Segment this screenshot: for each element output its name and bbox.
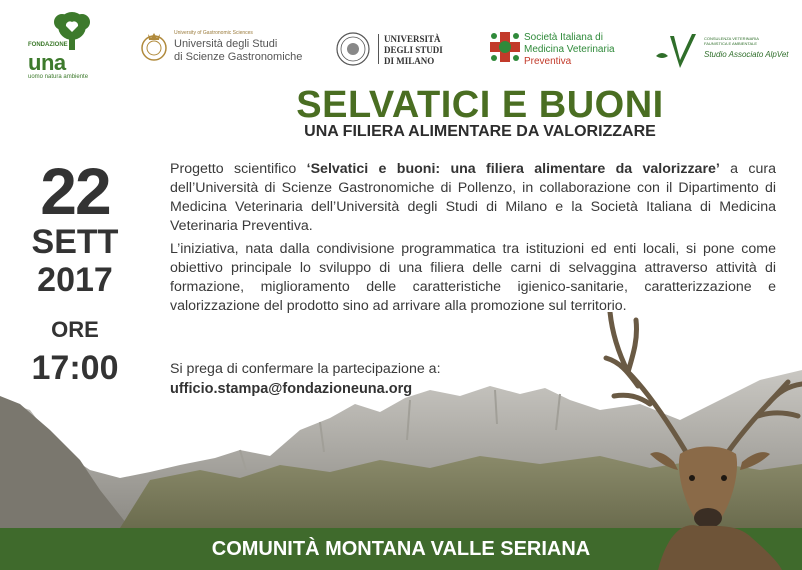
page-subtitle: UNA FILIERA ALIMENTARE DA VALORIZZARE xyxy=(304,123,656,140)
event-time: 17:00 xyxy=(31,349,119,387)
footer-organization: COMUNITÀ MONTANA VALLE SERIANA xyxy=(211,538,591,560)
una-wordmark: una xyxy=(28,50,66,75)
simevep-cross-icon xyxy=(490,32,520,62)
unimi-logo xyxy=(336,32,456,72)
rsvp-text: Si prega di confermare la partecipazione a: xyxy=(170,361,441,377)
alpvet-tagline-line1: CONSULENZA VETERINARIA xyxy=(704,36,759,41)
event-time-label: ORE xyxy=(51,317,99,342)
alpvet-name: Studio Associato AlpVet xyxy=(704,50,789,59)
unisg-seal-icon xyxy=(140,28,168,64)
simevep-name-line1: Società Italiana di xyxy=(524,32,603,43)
event-year: 2017 xyxy=(37,261,113,299)
unimi-name-line1: UNIVERSITÀ xyxy=(384,34,441,44)
unimi-divider xyxy=(378,34,379,64)
page-title: SELVATICI E BUONI xyxy=(296,84,664,126)
description-text xyxy=(170,160,776,320)
unimi-seal-icon xyxy=(336,32,370,66)
unisg-name-line2: di Scienze Gastronomiche xyxy=(174,51,303,63)
alpvet-logo xyxy=(652,30,802,74)
deer-illustration xyxy=(598,312,802,570)
unisg-english-name: University of Gastronomic Sciences xyxy=(174,30,253,36)
fondazione-label: FONDAZIONE xyxy=(28,42,68,48)
partner-logos xyxy=(0,0,802,82)
unimi-name-line2: DEGLI STUDI xyxy=(384,45,443,55)
p1-rest: a cura dell’Università di Scienze Gastronomiche di Pollenzo, in collaborazione con il Dipartimento di Medicina Veterinaria dell’Università degli Studi di Milano e la Società Italiana di Medicina Veterinaria Preventiva. xyxy=(170,161,777,234)
project-name: ‘Selvatici e buoni: una filiera alimentare da valorizzare’ xyxy=(306,161,720,177)
event-month: SETT xyxy=(31,223,119,261)
simevep-name-line2: Medicina Veterinaria xyxy=(524,44,615,55)
simevep-logo xyxy=(490,30,630,70)
p1-prefix: Progetto scientifico xyxy=(170,161,307,177)
simevep-name-line3: Preventiva xyxy=(524,56,572,67)
description-paragraph-2: L’iniziativa, nata dalla condivisione programmatica tra istituzioni ed enti locali, si pone come obiettivo principale lo sviluppo di una filiera delle carni di selvaggina attraverso attività di formazione, miglioramento delle caratteristiche igienico-sanitarie, caratterizzazione e valorizzazione del prodotto sino ad arrivare alla promozione sul territorio. xyxy=(170,241,776,314)
unisg-name-line1: Università degli Studi xyxy=(174,38,278,50)
fondazione-una-logo xyxy=(26,10,106,80)
una-tagline: uomo natura ambiente xyxy=(28,74,89,80)
rsvp-email-link[interactable]: ufficio.stampa@fondazioneuna.org xyxy=(170,381,413,397)
unisg-logo xyxy=(140,28,303,68)
alpvet-tagline-line2: FAUNISTICA E AMBIENTALE xyxy=(704,41,758,46)
alpvet-v-icon xyxy=(652,34,702,72)
description-paragraph-1 xyxy=(170,160,776,236)
event-day: 22 xyxy=(40,154,110,228)
unimi-name-line3: DI MILANO xyxy=(384,56,435,66)
